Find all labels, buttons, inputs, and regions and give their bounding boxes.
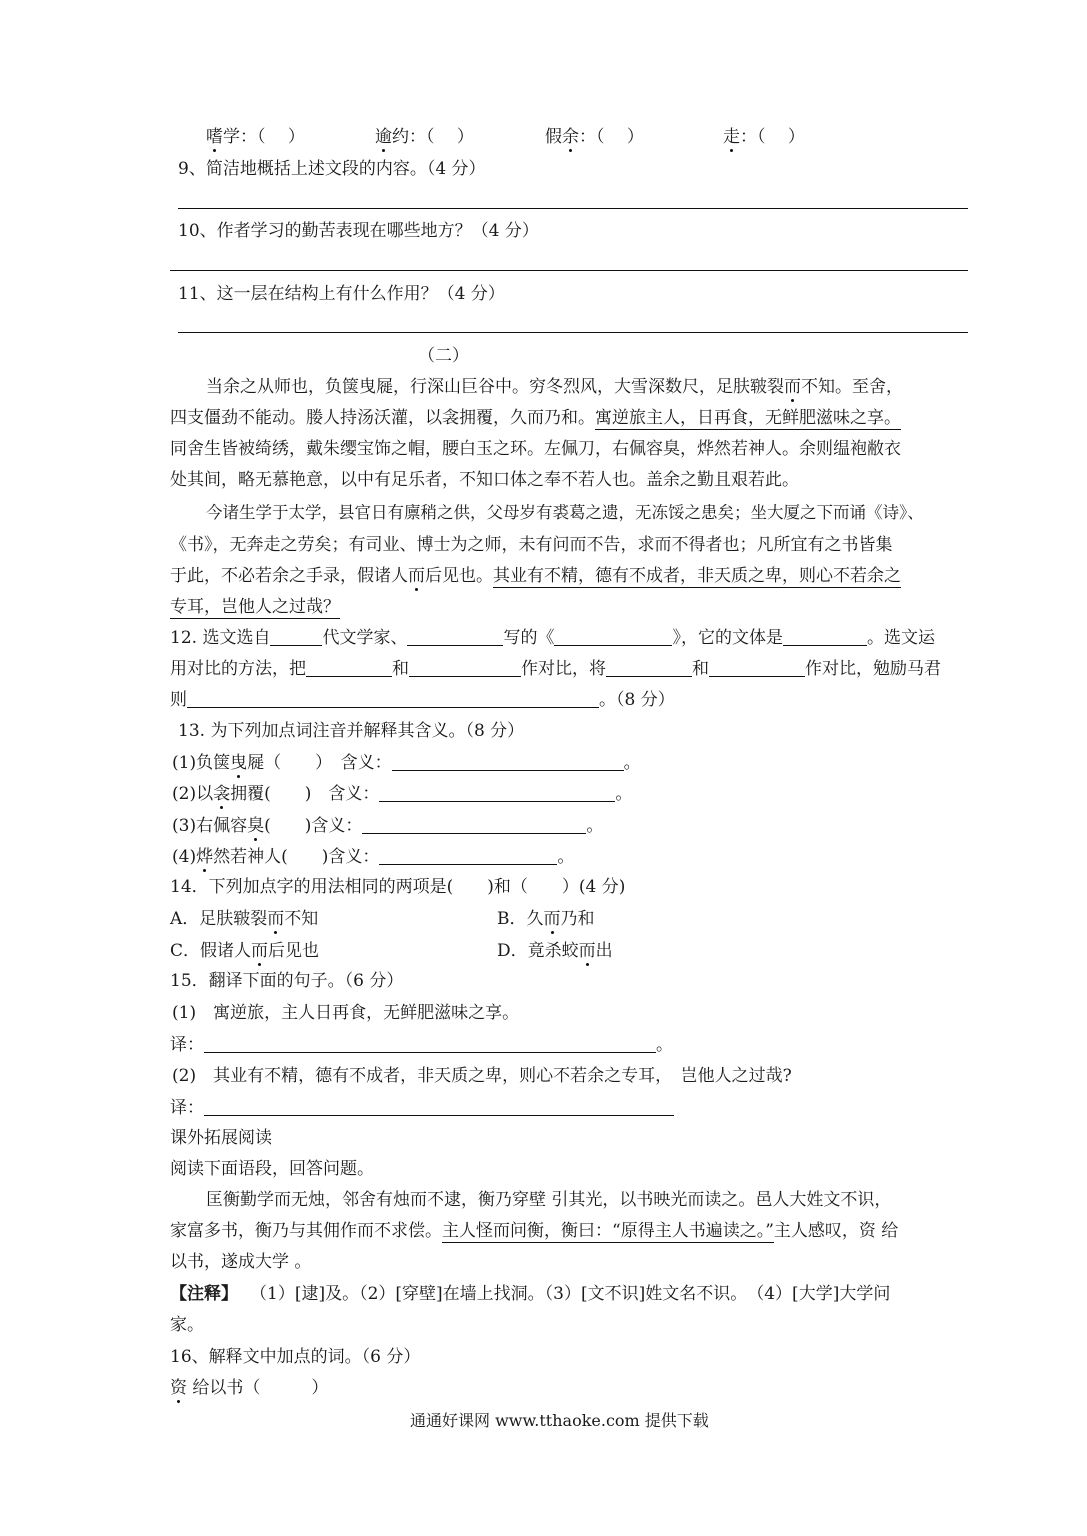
notes-line: 家。 — [170, 1315, 204, 1335]
q16-item: 资 给以书（ ） — [170, 1378, 329, 1398]
question-15: 15．翻译下面的句子。（6 分） — [170, 971, 404, 991]
q15-sentence-2: (2) 其业有不精，德有不成者，非天质之卑，则心不若余之专耳， 岂他人之过哉? — [172, 1066, 792, 1086]
passage-line: 四支僵劲不能动。媵人持汤沃灌，以衾拥覆，久而乃和。寓逆旅主人，日再食，无鲜肥滋味之享。 — [170, 408, 901, 428]
extended-reading-intro: 阅读下面语段，回答问题。 — [170, 1159, 374, 1179]
passage-line: 《书》，无奔走之劳矣；有司业、博士为之师，未有问而不告，求而不得者也；凡所宜有之书皆集 — [170, 535, 893, 555]
question-12-line-1: 12. 选文选自 代文学家、 写的《 》，它的文体是 。选文运 — [170, 628, 935, 648]
passage-line — [170, 596, 340, 618]
answer-line-q11[interactable] — [178, 332, 968, 333]
emphasis-dot-char: 而 — [408, 566, 425, 586]
notes-line: 【注释】 （1）[逮]及。（2）[穿壁]在墙上找洞。（3）[文不识]姓文名不识。 （4）[大学]大学问 — [170, 1284, 891, 1304]
passage-line: 同舍生皆被绮绣，戴朱缨宝饰之帽，腰白玉之环。左佩刀，右佩容臭，烨然若神人。余则缊袍敝衣 — [170, 439, 901, 459]
q8-item-yuyue: 逾约：（ ） — [375, 127, 474, 147]
emphasis-dot-char: 而 — [543, 909, 561, 929]
q8-item-shixue: 嗜学：（ ） — [206, 127, 305, 147]
underlined-sentence: 专耳，岂他人之过哉？ — [170, 597, 340, 617]
q13-item-2: (2)以衾拥覆( ) 含义： 。 — [172, 784, 633, 804]
question-16: 16、解释文中加点的词。（6 分） — [170, 1347, 421, 1367]
emphasis-dot-char: 逾 — [375, 127, 392, 147]
fill-blank[interactable] — [606, 658, 692, 677]
fill-blank[interactable] — [362, 815, 586, 834]
passage-line: 当余之从师也，负箧曳屣，行深山巨谷中。穷冬烈风，大雪深数尺，足肤皲裂而不知。至舍， — [206, 377, 903, 397]
translation-line[interactable] — [204, 1097, 674, 1116]
passage-line: 处其间，略无慕艳意，以中有足乐者，不知口体之奉不若人也。盖余之勤且艰若此。 — [170, 470, 799, 490]
emphasis-dot-char: 而 — [267, 909, 285, 929]
fill-blank[interactable] — [379, 846, 557, 865]
q15-answer-1: 译： 。 — [170, 1035, 673, 1055]
q13-item-4: (4)烨然若神人( )含义： 。 — [172, 847, 575, 867]
emphasis-dot-char: 而 — [784, 377, 801, 397]
fill-blank[interactable] — [187, 689, 599, 708]
page-footer: 通通好课网 www.tthaoke.com 提供下载 — [410, 1411, 709, 1430]
emphasis-dot-char: 而 — [578, 941, 596, 961]
emphasis-dot-char: 而 — [251, 941, 269, 961]
fill-blank[interactable] — [379, 783, 615, 802]
q13-item-1: (1)负箧曳屣（ ） 含义： 。 — [172, 753, 641, 773]
emphasis-dot-char: 曳 — [230, 753, 248, 773]
question-12-line-3: 则 。（8 分） — [170, 690, 675, 710]
q14-option-c[interactable]: C．假诸人而后见也 — [170, 941, 320, 961]
notes-label: 【注释】 — [170, 1284, 238, 1304]
fill-blank[interactable] — [409, 658, 521, 677]
q8-item-jiayu: 假余：（ ） — [545, 127, 644, 147]
fill-blank[interactable] — [407, 627, 503, 646]
fill-blank[interactable] — [306, 658, 392, 677]
q15-answer-2: 译： — [170, 1097, 674, 1119]
fill-blank[interactable] — [270, 627, 322, 646]
fill-blank[interactable] — [783, 627, 867, 646]
emphasis-dot-char: 走 — [723, 127, 740, 147]
q8-item-zou: 走：（ ） — [723, 127, 805, 147]
fill-blank[interactable] — [554, 627, 672, 646]
extended-reading-title: 课外拓展阅读 — [170, 1128, 272, 1148]
question-10: 10、作者学习的勤苦表现在哪些地方？（4 分） — [178, 221, 539, 241]
ext-passage-line: 匡衡勤学而无烛，邻舍有烛而不逮，衡乃穿壁 引其光，以书映光而读之。邑人大姓文不识， — [206, 1190, 892, 1210]
underlined-sentence: 其业有不精，德有不成者，非天质之卑，则心不若余之 — [493, 566, 901, 586]
q15-sentence-1: (1) 寓逆旅，主人日再食，无鲜肥滋味之享。 — [172, 1003, 520, 1023]
emphasis-dot-char: 嗜 — [206, 127, 223, 147]
emphasis-dot-char: 余 — [562, 127, 579, 147]
passage-line: 今诸生学于太学，县官日有廪稍之供，父母岁有裘葛之遗，无冻馁之患矣；坐大厦之下而诵《诗》、 — [206, 503, 924, 522]
emphasis-dot-char: 臭 — [247, 816, 265, 836]
ext-passage-line: 家富多书，衡乃与其佣作而不求偿。主人怪而问衡，衡曰：“原得主人书遍读之。”主人感叹，资 给 — [170, 1221, 899, 1241]
section-title-2: （二） — [418, 346, 469, 366]
question-12-line-2: 用对比的方法，把 和 作对比，将 和 作对比，勉励马君 — [170, 659, 941, 679]
question-11: 11、这一层在结构上有什么作用？（4 分） — [178, 284, 505, 304]
question-9: 9、简洁地概括上述文段的内容。（4 分） — [178, 159, 486, 179]
answer-line-q10[interactable] — [170, 270, 968, 271]
question-14: 14．下列加点字的用法相同的两项是( )和（ ）(4 分) — [170, 877, 626, 897]
translation-line[interactable] — [204, 1034, 656, 1053]
q14-option-d[interactable]: D．竟杀蛟而出 — [497, 941, 613, 961]
underlined-sentence: 主人怪而问衡，衡曰：“原得主人书遍读之。” — [442, 1221, 774, 1241]
q13-item-3: (3)右佩容臭( )含义： 。 — [172, 816, 604, 836]
emphasis-dot-char: 资 — [170, 1378, 187, 1398]
emphasis-dot-char: 衾 — [213, 784, 231, 804]
fill-blank[interactable] — [392, 752, 624, 771]
q14-option-a[interactable]: A．足肤皲裂而不知 — [170, 909, 319, 929]
fill-blank[interactable] — [709, 658, 805, 677]
answer-line-q9[interactable] — [178, 208, 968, 209]
underlined-sentence: 寓逆旅主人，日再食，无鲜肥滋味之享。 — [595, 408, 901, 428]
passage-line: 于此，不必若余之手录，假诸人而后见也。其业有不精，德有不成者，非天质之卑，则心不若余之 — [170, 566, 901, 586]
q14-option-b[interactable]: B．久而乃和 — [497, 909, 595, 929]
emphasis-dot-char: 烨 — [196, 847, 214, 867]
question-13: 13. 为下列加点词注音并解释其含义。（8 分） — [178, 721, 525, 741]
ext-passage-line: 以书，遂成大学 。 — [170, 1252, 312, 1272]
